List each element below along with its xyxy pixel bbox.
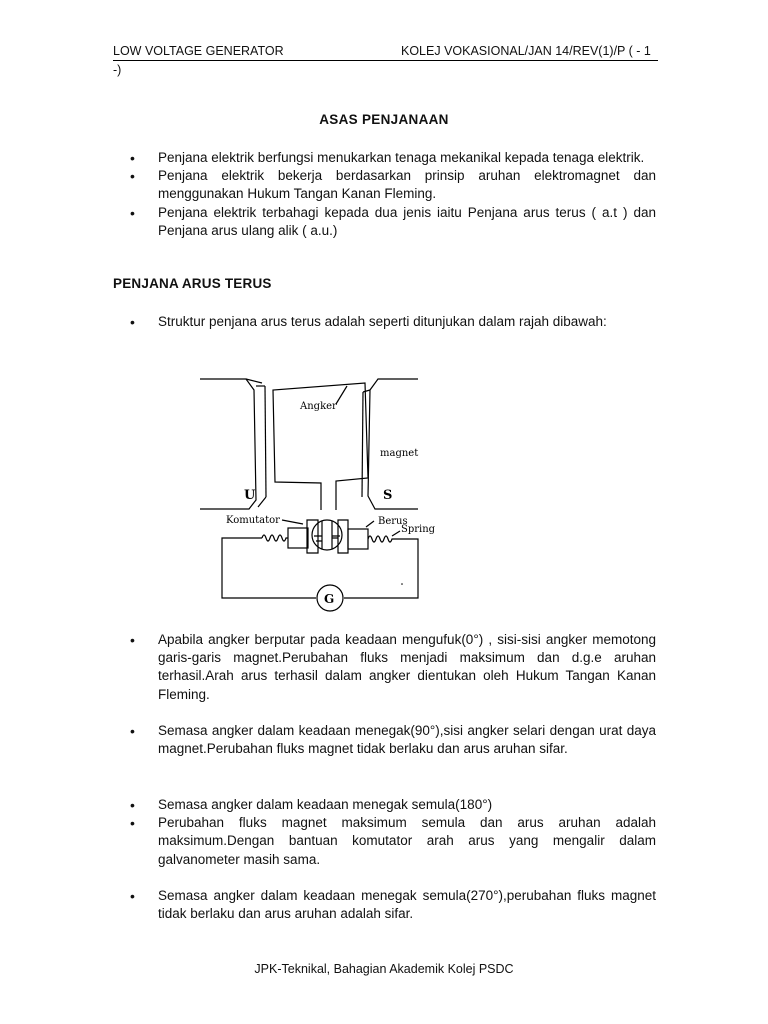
bullet-group-1 [113,631,656,704]
page-title: ASAS PENJANAAN [319,112,449,127]
bullet-group-2 [113,722,656,758]
spring-label: Spring [401,524,436,535]
list-item: • Perubahan fluks magnet maksimum semula dan arus aruhan adalah maksimum.Dengan bantuan komutator arah arus yang mengalir dalam galvanometer masih sama. [113,814,656,869]
south-pole-label: S [383,488,393,503]
list-item: • Semasa angker dalam keadaan menegak semula(270°),perubahan fluks magnet tidak berlaku dan arus aruhan adalah sifar. [113,887,656,923]
komutator-label: Komutator [226,515,280,526]
left-spring [262,535,288,541]
header-rule [113,60,658,61]
angker-label: Angker [300,401,337,412]
left-brush [288,528,308,548]
berus-label: Berus [378,516,408,527]
list-item: • Penjana elektrik berfungsi menukarkan tenaga mekanikal kepada tenaga elektrik. [113,149,656,167]
list-item: • Struktur penjana arus terus adalah seperti ditunjukan dalam rajah dibawah: [113,313,656,331]
structure-bullet-list [113,313,656,331]
page-header [113,44,658,64]
intro-bullet-list [113,149,656,240]
right-brush [348,529,368,549]
bullet-group-4 [113,887,656,923]
south-pole-magnet [368,379,418,509]
generator-diagram [195,372,436,620]
diagram-dot [401,583,403,585]
header-continuation: -) [113,63,122,77]
right-spring [368,536,394,542]
bullet-group-3 [113,796,656,869]
north-pole-label: U [244,488,256,503]
list-item: • Penjana elektrik terbahagi kepada dua jenis iaitu Penjana arus terus ( a.t ) dan Penjana arus ulang alik ( a.u.) [113,204,656,240]
page-footer: JPK-Teknikal, Bahagian Akademik Kolej PSDC [254,962,514,976]
list-item: • Penjana elektrik bekerja berdasarkan prinsip aruhan elektromagnet dan menggunakan Hukum Tangan Kanan Fleming. [113,167,656,203]
section-heading: PENJANA ARUS TERUS [113,276,272,291]
list-item: • Semasa angker dalam keadaan menegak(90°),sisi angker selari dengan urat daya magnet.Perubahan fluks magnet tidak berlaku dan arus aruhan sifar. [113,722,656,758]
galvanometer-label: G [324,592,335,606]
list-item: • Apabila angker berputar pada keadaan mengufuk(0°) , sisi-sisi angker memotong garis-garis magnet.Perubahan fluks menjadi maksimum dan d.g.e aruhan terhasil.Arah arus terhasil dalam angker dientukan oleh Hukum Tangan Kanan Fleming. [113,631,656,704]
header-right-text: KOLEJ VOKASIONAL/JAN 14/REV(1)/P ( - 1 [401,44,651,58]
magnet-label: magnet [380,448,419,459]
list-item: • Semasa angker dalam keadaan menegak semula(180°) [113,796,656,814]
header-left-text: LOW VOLTAGE GENERATOR [113,44,284,58]
